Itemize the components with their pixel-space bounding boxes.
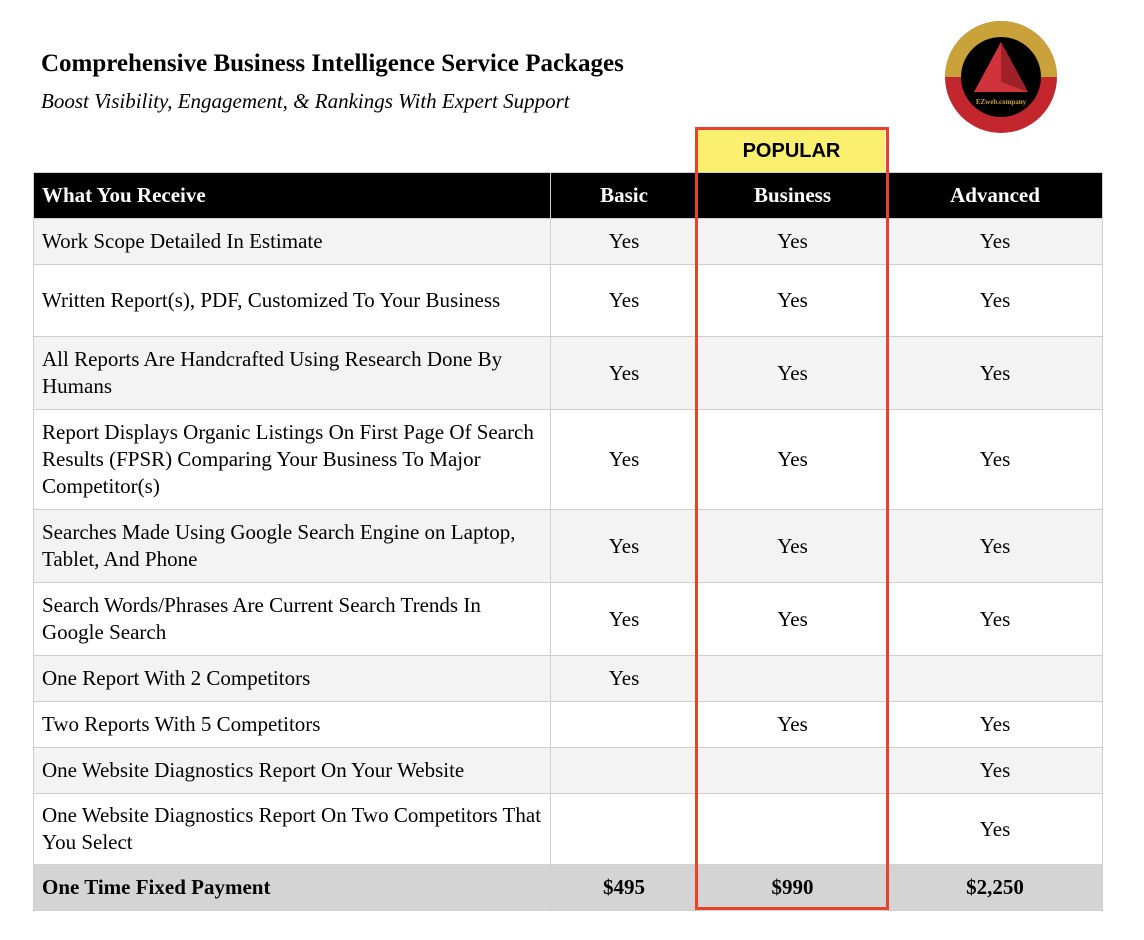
basic-cell: Yes <box>551 337 698 410</box>
page-subtitle: Boost Visibility, Engagement, & Rankings With Expert Support <box>41 89 570 113</box>
table-row <box>34 265 1103 337</box>
table-header-row <box>34 173 1103 219</box>
business-cell: Yes <box>698 510 888 583</box>
table-row <box>34 337 1103 410</box>
business-cell: Yes <box>698 219 888 265</box>
page-title: Comprehensive Business Intelligence Service Packages <box>41 50 624 77</box>
business-cell <box>698 656 888 702</box>
basic-cell <box>551 702 698 748</box>
feature-cell: One Report With 2 Competitors <box>34 656 551 702</box>
table-row <box>34 794 1103 865</box>
column-header-business: Business <box>698 173 888 219</box>
pricing-table <box>33 172 1103 911</box>
business-cell: Yes <box>698 583 888 656</box>
feature-cell: One Website Diagnostics Report On Two Competitors That You Select <box>34 794 551 865</box>
feature-cell: Searches Made Using Google Search Engine on Laptop, Tablet, And Phone <box>34 510 551 583</box>
feature-cell: Search Words/Phrases Are Current Search Trends In Google Search <box>34 583 551 656</box>
advanced-cell: Yes <box>888 265 1103 337</box>
price-row <box>34 865 1103 911</box>
basic-cell <box>551 748 698 794</box>
feature-cell: All Reports Are Handcrafted Using Research Done By Humans <box>34 337 551 410</box>
column-header-basic: Basic <box>551 173 698 219</box>
basic-cell <box>551 794 698 865</box>
business-cell <box>698 794 888 865</box>
basic-cell: Yes <box>551 510 698 583</box>
table-row <box>34 583 1103 656</box>
advanced-cell: Yes <box>888 583 1103 656</box>
advanced-cell: Yes <box>888 219 1103 265</box>
feature-cell: Written Report(s), PDF, Customized To Your Business <box>34 265 551 337</box>
company-logo <box>944 20 1058 134</box>
business-cell: Yes <box>698 410 888 510</box>
business-cell <box>698 748 888 794</box>
table-row <box>34 656 1103 702</box>
advanced-price: $2,250 <box>888 865 1103 911</box>
basic-cell: Yes <box>551 410 698 510</box>
table-row <box>34 410 1103 510</box>
basic-price: $495 <box>551 865 698 911</box>
feature-cell: One Website Diagnostics Report On Your Website <box>34 748 551 794</box>
column-header-advanced: Advanced <box>888 173 1103 219</box>
advanced-cell: Yes <box>888 748 1103 794</box>
table-row <box>34 702 1103 748</box>
table-row <box>34 219 1103 265</box>
table-row <box>34 748 1103 794</box>
business-cell: Yes <box>698 337 888 410</box>
feature-cell: Two Reports With 5 Competitors <box>34 702 551 748</box>
table-row <box>34 510 1103 583</box>
business-cell: Yes <box>698 702 888 748</box>
advanced-cell: Yes <box>888 702 1103 748</box>
basic-cell: Yes <box>551 265 698 337</box>
business-cell: Yes <box>698 265 888 337</box>
svg-text:EZweb.company: EZweb.company <box>975 98 1027 106</box>
business-price: $990 <box>698 865 888 911</box>
advanced-cell: Yes <box>888 337 1103 410</box>
advanced-cell: Yes <box>888 510 1103 583</box>
advanced-cell: Yes <box>888 794 1103 865</box>
basic-cell: Yes <box>551 583 698 656</box>
feature-cell: Report Displays Organic Listings On First Page Of Search Results (FPSR) Comparing Your Business To Major Competitor(s) <box>34 410 551 510</box>
feature-cell: Work Scope Detailed In Estimate <box>34 219 551 265</box>
advanced-cell: Yes <box>888 410 1103 510</box>
popular-badge: POPULAR <box>698 130 885 172</box>
advanced-cell <box>888 656 1103 702</box>
price-label: One Time Fixed Payment <box>34 865 551 911</box>
column-header-feature: What You Receive <box>34 173 551 219</box>
basic-cell: Yes <box>551 656 698 702</box>
basic-cell: Yes <box>551 219 698 265</box>
